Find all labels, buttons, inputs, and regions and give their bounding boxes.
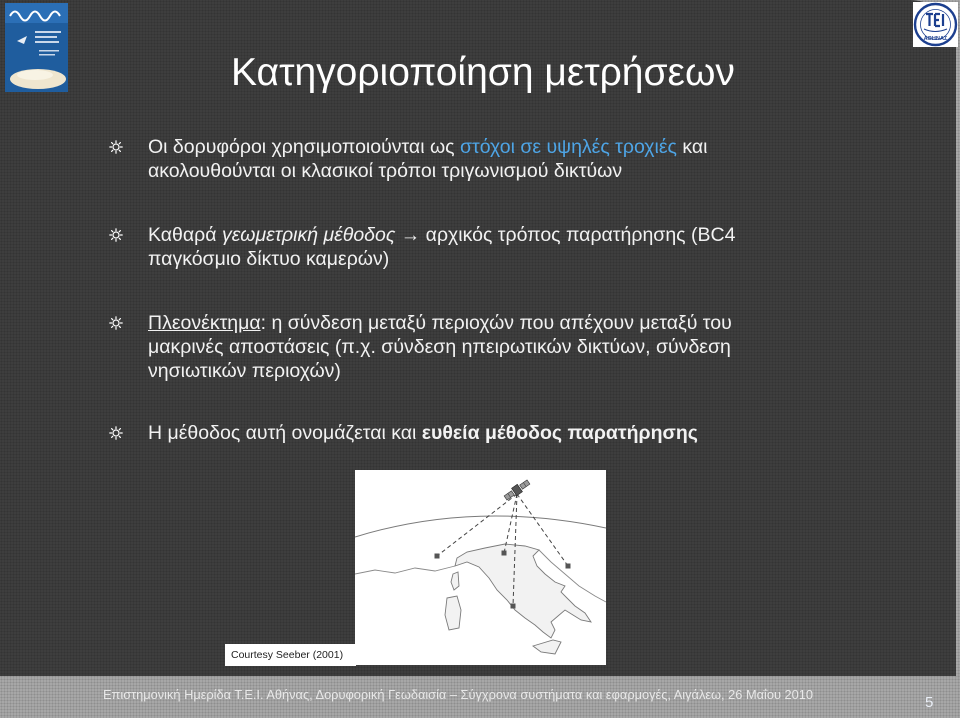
tei-athens-seal-icon [913, 2, 958, 47]
page-number: 5 [925, 694, 934, 711]
italy-outline [455, 544, 591, 638]
text-segment: ακολουθούνται οι κλασικοί τρόποι τριγωνισμού δικτύων [148, 160, 623, 182]
figure-caption-box [225, 644, 356, 666]
footer-text: Επιστημονική Ημερίδα Τ.Ε.Ι. Αθήνας, Δορυφορική Γεωδαισία – Σύγχρονα συστήματα και εφαρμογές, Αιγάλεω, 26 Μαΐου 2010 [103, 687, 813, 702]
text-segment: Καθαρά [148, 224, 222, 246]
text-segment: : η σύνδεση μεταξύ περιοχών που απέχουν μεταξύ του [260, 312, 732, 334]
bullet-text [148, 421, 929, 445]
bullet-line [148, 135, 929, 159]
text-segment: Η μέθοδος αυτή ονομάζεται και [148, 422, 422, 444]
bullet-line [148, 311, 929, 335]
text-segment: παγκόσμιο δίκτυο καμερών) [148, 248, 390, 270]
slide-title: Κατηγοριοποίηση μετρήσεων [231, 51, 735, 94]
highlighted-text: στόχοι σε υψηλές τροχιές [460, 136, 677, 158]
italic-text: γεωμετρική μέθοδος [221, 224, 396, 246]
satellite-map-drawing [355, 470, 606, 665]
france-coastline [355, 566, 455, 574]
text-segment: → αρχικός τρόπος παρατήρησης (BC4 [395, 224, 736, 246]
ground-station-marker [566, 564, 571, 569]
bullet-line [148, 159, 929, 183]
bullet-item-3 [109, 311, 929, 383]
sicily-outline [533, 640, 561, 654]
bullet-text [148, 311, 929, 383]
underlined-text: Πλεονέκτημα [148, 312, 261, 334]
sun-bullet-icon [109, 228, 123, 242]
bullet-item-1 [109, 135, 929, 183]
ground-station-marker [502, 551, 507, 556]
corsica-outline [451, 572, 459, 590]
sardinia-outline [445, 596, 461, 630]
logo-lettering: ΑΘΗΝΑΣ [923, 36, 948, 42]
sun-bullet-icon [109, 140, 123, 154]
earth-horizon-arc [355, 516, 606, 537]
conference-booklet-cover-image [5, 3, 68, 92]
satellite-icon [503, 478, 531, 501]
bold-text: ευθεία μέθοδος παρατήρησης [421, 422, 698, 444]
ground-station-marker [511, 604, 516, 609]
bullet-item-2 [109, 223, 929, 271]
text-segment: Οι δορυφόροι χρησιμοποιούνται ως [148, 136, 460, 158]
bullet-text [148, 135, 929, 183]
sun-bullet-icon [109, 316, 123, 330]
bullet-line [148, 421, 929, 445]
text-segment: νησιωτικών περιοχών) [148, 360, 341, 382]
bullet-item-4 [109, 421, 929, 445]
bullet-line [148, 359, 929, 383]
text-segment: και [676, 136, 708, 158]
figure-caption: Courtesy Seeber (2001) [231, 649, 344, 661]
satellite-map-figure [355, 470, 606, 665]
ground-station-marker [435, 554, 440, 559]
bullet-line [148, 335, 929, 359]
text-segment: μακρινές αποστάσεις (π.χ. σύνδεση ηπειρωτικών δικτύων, σύνδεση [148, 336, 731, 358]
bullet-line [148, 247, 929, 271]
bullet-line [148, 223, 929, 247]
sun-bullet-icon [109, 426, 123, 440]
bullet-text [148, 223, 929, 271]
